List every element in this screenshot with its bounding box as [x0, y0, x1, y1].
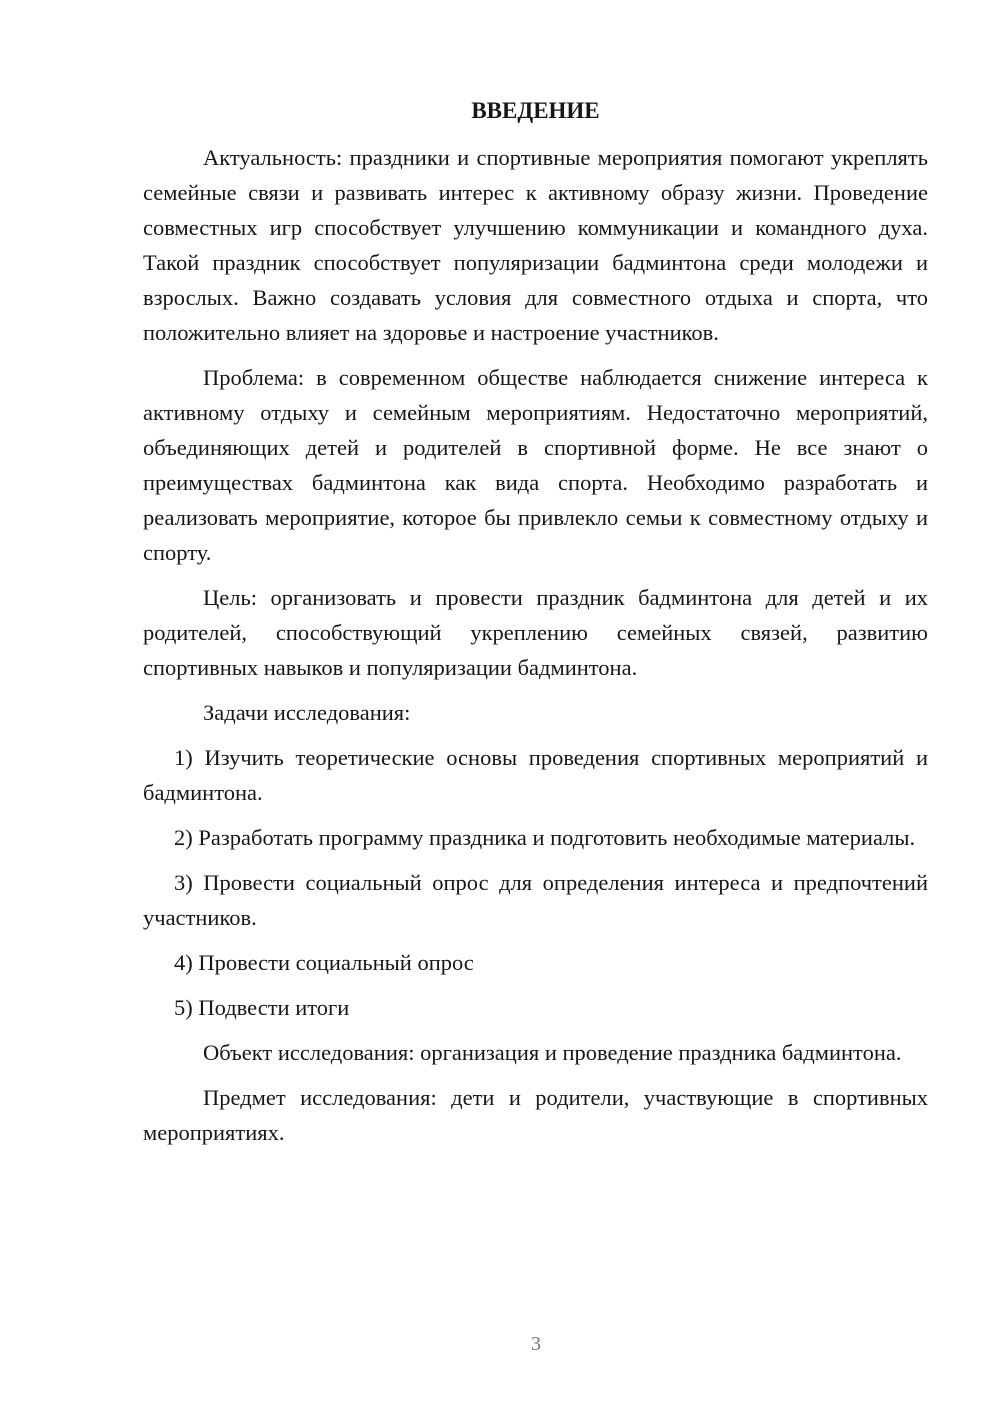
goal-paragraph: Цель: организовать и провести праздник бадминтона для детей и их родителей, способствующий укреплению семейных связей, развитию спортивных навыков и популяризации бадминтона.: [143, 585, 928, 680]
task-item: 3) Провести социальный опрос для определения интереса и предпочтений участников.: [143, 870, 928, 930]
page-content: [143, 94, 928, 1160]
relevance-paragraph: Актуальность: праздники и спортивные мероприятия помогают укреплять семейные связи и развивать интерес к активному образу жизни. Проведение совместных игр способствует улучшению коммуникации и командного духа. Такой праздник способствует популяризации бадминтона среди молодежи и взрослых. Важно создавать условия для совместного отдыха и спорта, что положительно влияет на здоровье и настроение участников.: [143, 145, 928, 345]
object-paragraph: Объект исследования: организация и проведение праздника бадминтона.: [203, 1040, 902, 1065]
page-number: 3: [531, 1333, 541, 1355]
task-item: 2) Разработать программу праздника и подготовить необходимые материалы.: [174, 825, 916, 850]
task-item: 4) Провести социальный опрос: [174, 950, 474, 975]
problem-paragraph: Проблема: в современном обществе наблюдается снижение интереса к активному отдыху и семейным мероприятиям. Недостаточно мероприятий, объединяющих детей и родителей в спортивной форме. Не все знают о преимуществах бадминтона как вида спорта. Необходимо разработать и реализовать мероприятие, которое бы привлекло семьи к совместному отдыху и спорту.: [143, 365, 928, 565]
subject-paragraph: Предмет исследования: дети и родители, участвующие в спортивных мероприятиях.: [143, 1085, 928, 1145]
section-title: ВВЕДЕНИЕ: [471, 98, 600, 123]
tasks-heading: Задачи исследования:: [203, 700, 411, 725]
task-item: 1) Изучить теоретические основы проведения спортивных мероприятий и бадминтона.: [143, 745, 928, 805]
task-item: 5) Подвести итоги: [174, 995, 350, 1020]
